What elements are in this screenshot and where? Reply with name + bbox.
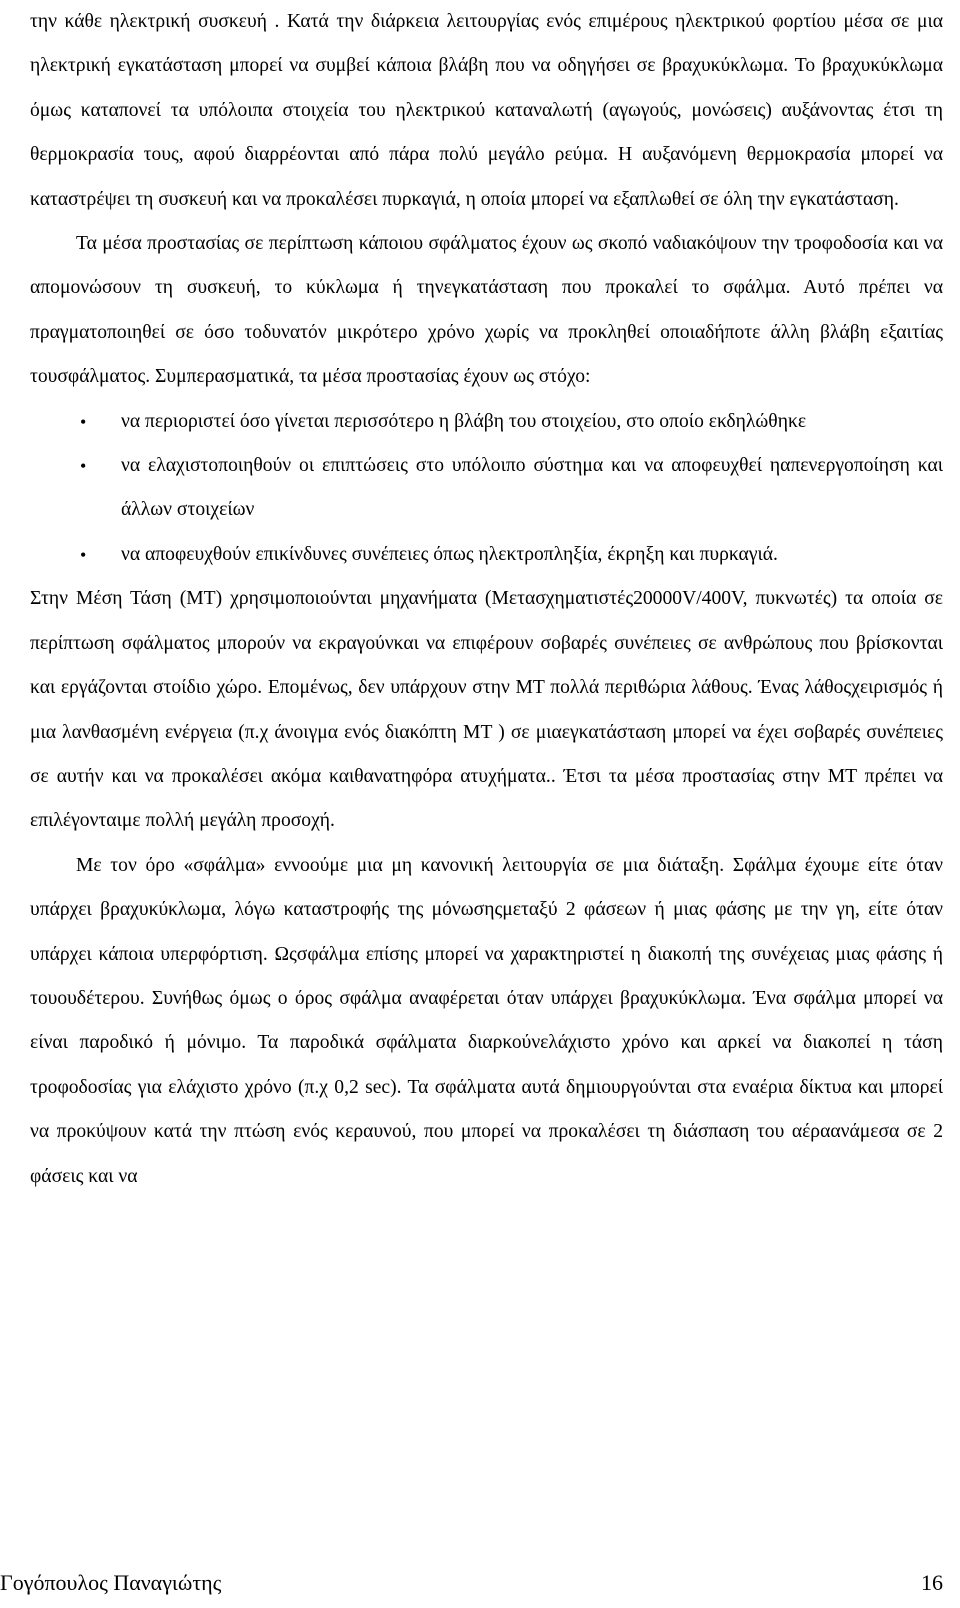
bullet-icon: •	[80, 456, 87, 477]
list-item	[30, 400, 943, 444]
list-item	[30, 533, 943, 577]
list-item-text: να αποφευχθούν επικίνδυνες συνέπειες όπως ηλεκτροπληξία, έκρηξη και πυρκαγιά.	[121, 543, 778, 565]
protection-goals-list	[30, 400, 943, 578]
footer-author: Γογόπουλος Παναγιώτης	[0, 1570, 222, 1595]
bullet-icon: •	[80, 544, 87, 565]
bullet-icon: •	[80, 411, 87, 432]
paragraph-continuation: την κάθε ηλεκτρική συσκευή . Κατά την διάρκεια λειτουργίας ενός επιμέρους ηλεκτρικού φορτίου μέσα σε μια ηλεκτρική εγκατάσταση μπορεί να συμβεί κάποια βλάβη που να οδηγήσει σε βραχυκύκλωμα. Το βραχυκύκλωμα όμως καταπονεί τα υπόλοιπα στοιχεία του ηλεκτρικού καταναλωτή (αγωγούς, μονώσεις) αυξάνοντας έτσι τη θερμοκρασία τους, αφού διαρρέονται από πάρα πολύ μεγάλο ρεύμα. Η αυξανόμενη θερμοκρασία μπορεί να καταστρέψει τη συσκευή και να προκαλέσει πυρκαγιά, η οποία μπορεί να εξαπλωθεί σε όλη την εγκατάσταση.	[30, 11, 943, 210]
paragraph-medium-voltage: Στην Μέση Τάση (ΜΤ) χρησιμοποιούνται μηχανήματα (Μετασχηματιστές20000V/400V, πυκνωτές) τα οποία σε περίπτωση σφάλματος μπορούν να εκραγούνκαι να επιφέρουν σοβαρές συνέπειες σε ανθρώπους που βρίσκονται και εργάζονται στοίδιο χώρο. Επομένως, δεν υπάρχουν στην ΜΤ πολλά περιθώρια λάθους. Ένας λάθοςχειρισμός ή μια λανθασμένη ενέργεια (π.χ άνοιγμα ενός διακόπτη ΜΤ ) σε μιαεγκατάσταση μπορεί να έχει σοβαρές συνέπειες σε αυτήν και να προκαλέσει ακόμα καιθανατηφόρα ατυχήματα.. Έτσι τα μέσα προστασίας στην ΜΤ πρέπει να επιλέγονταιμε πολλή μεγάλη προσοχή.	[30, 588, 943, 832]
list-item-text: να περιοριστεί όσο γίνεται περισσότερο η βλάβη του στοιχείου, στο οποίο εκδηλώθηκε	[121, 410, 807, 432]
paragraph-fault-definition: Με τον όρο «σφάλμα» εννοούμε μια μη κανονική λειτουργία σε μια διάταξη. Σφάλμα έχουμε είτε όταν υπάρχει βραχυκύκλωμα, λόγω καταστροφής της μόνωσηςμεταξύ 2 φάσεων ή μιας φάσης με την γη, είτε όταν υπάρχει κάποια υπερφόρτιση. Ωςσφάλμα επίσης μπορεί να χαρακτηριστεί η διακοπή της συνέχειας μιας φάσης ή τουουδέτερου. Συνήθως όμως ο όρος σφάλμα αναφέρεται όταν υπάρχει βραχυκύκλωμα. Ένα σφάλμα μπορεί να είναι παροδικό ή μόνιμο. Τα παροδικά σφάλματα διαρκούνελάχιστο χρόνο και αρκεί να διακοπεί η τάση τροφοδοσίας για ελάχιστο χρόνο (π.χ 0,2 sec). Τα σφάλματα αυτά δημιουργούνται στα εναέρια δίκτυα και μπορεί να προκύψουν κατά την πτώση ενός κεραυνού, που μπορεί να προκαλέσει τη διάσπαση του αέραανάμεσα σε 2 φάσεις και να	[30, 854, 943, 1187]
document-body	[30, 0, 943, 1199]
list-item	[30, 444, 943, 533]
page-number: 16	[921, 1570, 943, 1595]
paragraph-protection-purpose: Τα μέσα προστασίας σε περίπτωση κάποιου σφάλματος έχουν ως σκοπό ναδιακόψουν την τροφοδοσία και να απομονώσουν τη συσκευή, το κύκλωμα ή τηνεγκατάσταση που προκαλεί το σφάλμα. Αυτό πρέπει να πραγματοποιηθεί σε όσο τοδυνατόν μικρότερο χρόνο χωρίς να προκληθεί οποιαδήποτε άλλη βλάβη εξαιτίας τουσφάλματος. Συμπερασματικά, τα μέσα προστασίας έχουν ως στόχο:	[30, 233, 943, 388]
list-item-text: να ελαχιστοποιηθούν οι επιπτώσεις στο υπόλοιπο σύστημα και να αποφευχθεί ηαπενεργοποίηση και άλλων στοιχείων	[121, 455, 943, 521]
page-footer	[0, 1570, 943, 1608]
